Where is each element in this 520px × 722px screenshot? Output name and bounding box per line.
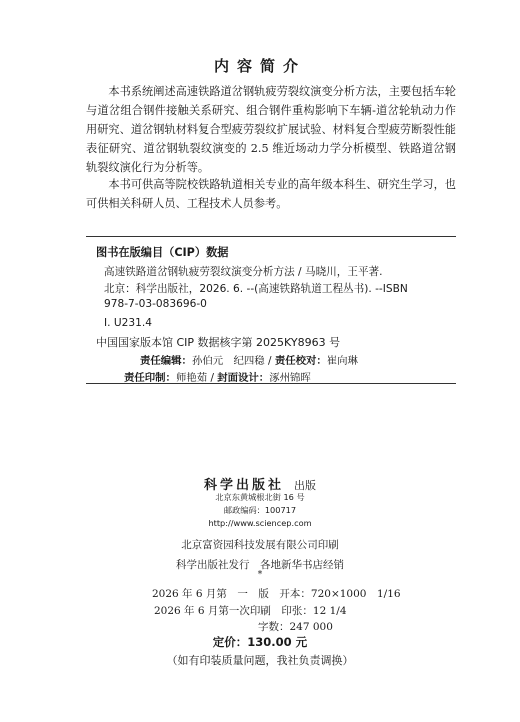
word-count: 字数：247 000	[258, 621, 333, 633]
summary-paragraph-2: 本书可供高等院校铁路轨道相关专业的高年级本科生、研究生学习，也可供相关科研人员、工程技术人员参考。	[86, 178, 456, 210]
proof-label: 责任校对：	[274, 355, 327, 367]
credits-row-editors	[140, 352, 358, 367]
divider-bottom	[86, 383, 456, 384]
cip-line-isbn: 978-7-03-083696-0	[104, 298, 207, 310]
printer-line: 北京富资园科技发展有限公司印刷	[181, 539, 339, 551]
publisher-postcode: 邮政编码：100717	[223, 505, 297, 515]
printing-line: 2026 年 6 月第一次印刷 印张：12 1/4	[154, 605, 347, 617]
cover-name: 涿州锦晖	[269, 372, 311, 384]
proof-name: 崔向琳	[326, 355, 358, 367]
publisher-website: http://www.sciencep.com	[208, 518, 312, 528]
distribution-line: 科学出版社发行 各地新华书店经销	[176, 559, 344, 571]
cip-line-publisher: 北京：科学出版社，2026. 6. --(高速铁路轨道工程丛书). --ISBN	[104, 283, 408, 295]
editor-label: 责任编辑：	[140, 355, 192, 367]
star-separator: *	[257, 570, 263, 580]
credits-separator: /	[268, 355, 275, 367]
price: 定价：130.00 元	[212, 635, 308, 649]
summary-title: 内容简介	[213, 57, 306, 75]
editor-names: 孙伯元 纪四稳	[191, 355, 265, 367]
publisher-suffix: 出版	[294, 479, 316, 492]
cip-line-title: 高速铁路道岔钢轨疲劳裂纹演变分析方法 / 马晓川，王平著.	[104, 266, 383, 278]
cover-label: 封面设计：	[217, 372, 270, 384]
publisher-row	[0, 474, 520, 493]
print-label: 责任印制：	[124, 372, 176, 384]
edition-line: 2026 年 6 月第 一 版 开本：720×1000 1/16	[152, 588, 401, 600]
cip-heading: 图书在版编目（CIP）数据	[96, 246, 229, 259]
cip-line-classification: Ⅰ. U231.4	[104, 317, 152, 329]
cip-number: 中国国家版本馆 CIP 数据核字第 2025KY8963 号	[96, 336, 341, 349]
summary-paragraph-1: 本书系统阐述高速铁路道岔钢轨疲劳裂纹演变分析方法，主要包括车轮与道岔组合钢件接触关系研究、组合钢件重构影响下车辆-道岔轮轨动力作用研究、道岔钢轨材料复合型疲劳裂纹扩展试验、材料复合型疲劳断裂性能表征研究、道岔钢轨裂纹演变的 2.5 维近场动力学分析模型、铁路道岔钢轨裂纹演化行为分析等。	[86, 85, 456, 174]
credits-row-production	[124, 369, 311, 384]
publisher-logo: 科学出版社	[203, 478, 284, 493]
divider-top	[86, 236, 456, 237]
publisher-address: 北京东黄城根北街 16 号	[215, 492, 305, 502]
credits-separator: /	[210, 372, 218, 384]
print-name: 师艳茹	[175, 372, 208, 384]
quality-notice: （如有印装质量问题，我社负责调换）	[166, 654, 354, 667]
